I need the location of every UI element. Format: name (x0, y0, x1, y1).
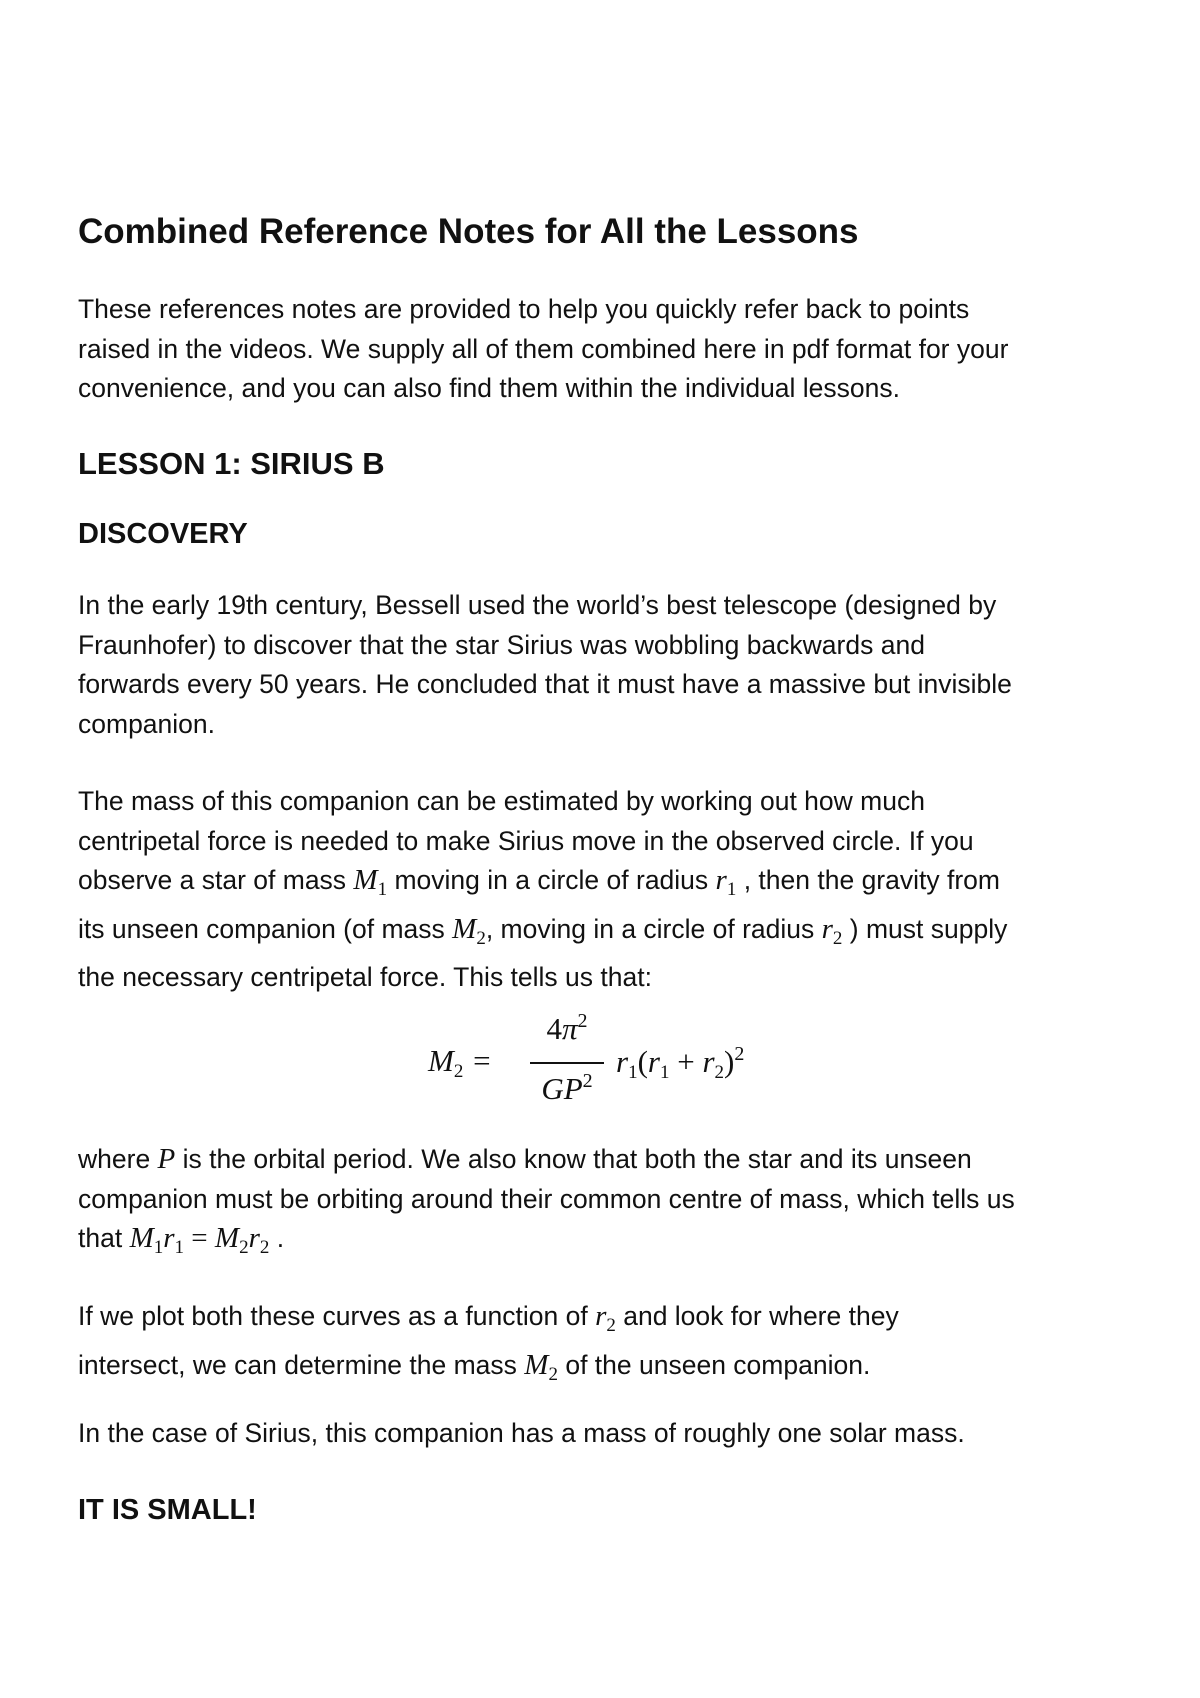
math-M2: $M_2$ (524, 1348, 558, 1385)
small-heading: IT IS SMALL! (78, 1494, 257, 1526)
math-center-of-mass: $M_1r_1 = M_2r_2$ (129, 1222, 270, 1258)
lesson-heading: LESSON 1: SIRIUS B (78, 446, 385, 481)
mass-line: the necessary centripetal force. This tells us that: (78, 962, 652, 992)
mass-line: centripetal force is needed to make Sirius move in the observed circle. If you (78, 825, 974, 856)
page-title: Combined Reference Notes for All the Lessons (78, 212, 859, 251)
where-line: where P is the orbital period. We also know that both the star and its unseen (78, 1143, 972, 1175)
equation-numerator: $4\pi^2$ (546, 1010, 588, 1046)
mass-line: observe a star of mass $M_1$ moving in a circle of radius $r_1$ , then the gravity from (78, 864, 1000, 900)
equation-rhs: $r_1(r_1 + r_2)^2$ (616, 1043, 745, 1083)
plot-line: intersect, we can determine the mass $M_2$ of the unseen companion. (78, 1348, 871, 1385)
intro-paragraph (78, 290, 1148, 409)
mass-equation (428, 1010, 848, 1120)
intro-line: raised in the videos. We supply all of them combined here in pdf format for your (78, 333, 1009, 364)
discovery-line: forwards every 50 years. He concluded that it must have a massive but invisible (78, 669, 1012, 699)
discovery-line: In the early 19th century, Bessell used the world’s best telescope (designed by (78, 590, 997, 620)
intro-line: These references notes are provided to help you quickly refer back to points (78, 294, 970, 324)
case-paragraph: In the case of Sirius, this companion has a mass of roughly one solar mass. (78, 1418, 965, 1448)
discovery-heading: DISCOVERY (78, 518, 248, 550)
mass-line: its unseen companion (of mass $M_2$, moving in a circle of radius $r_2$ ) must supply (78, 912, 1008, 949)
discovery-line: companion. (78, 708, 216, 739)
where-paragraph (78, 1140, 1148, 1268)
discovery-paragraph (78, 586, 1148, 744)
math-M2: $M_2$ (452, 912, 486, 949)
where-line: that $M_1r_1 = M_2r_2$ . (78, 1222, 285, 1258)
plot-line: If we plot both these curves as a function of $r_2$ and look for where they (78, 1300, 899, 1336)
mass-line: The mass of this companion can be estimated by working out how much (78, 786, 925, 816)
equation-denominator: $GP^2$ (541, 1070, 593, 1106)
fraction-bar (530, 1062, 604, 1064)
math-r2: $r_2$ (821, 912, 843, 949)
mass-paragraph (78, 782, 1148, 998)
discovery-line: Fraunhofer) to discover that the star Sirius was wobbling backwards and (78, 629, 925, 660)
intro-line: convenience, and you can also find them within the individual lessons. (78, 373, 901, 403)
math-P: P (157, 1143, 176, 1175)
math-r2: $r_2$ (595, 1300, 616, 1336)
where-line: companion must be orbiting around their common centre of mass, which tells us (78, 1183, 1015, 1214)
math-r1: $r_1$ (715, 864, 737, 900)
equation-lhs: $M_2$ = (428, 1043, 492, 1082)
math-M1: $M_1$ (353, 864, 388, 900)
plot-paragraph (78, 1297, 1148, 1394)
